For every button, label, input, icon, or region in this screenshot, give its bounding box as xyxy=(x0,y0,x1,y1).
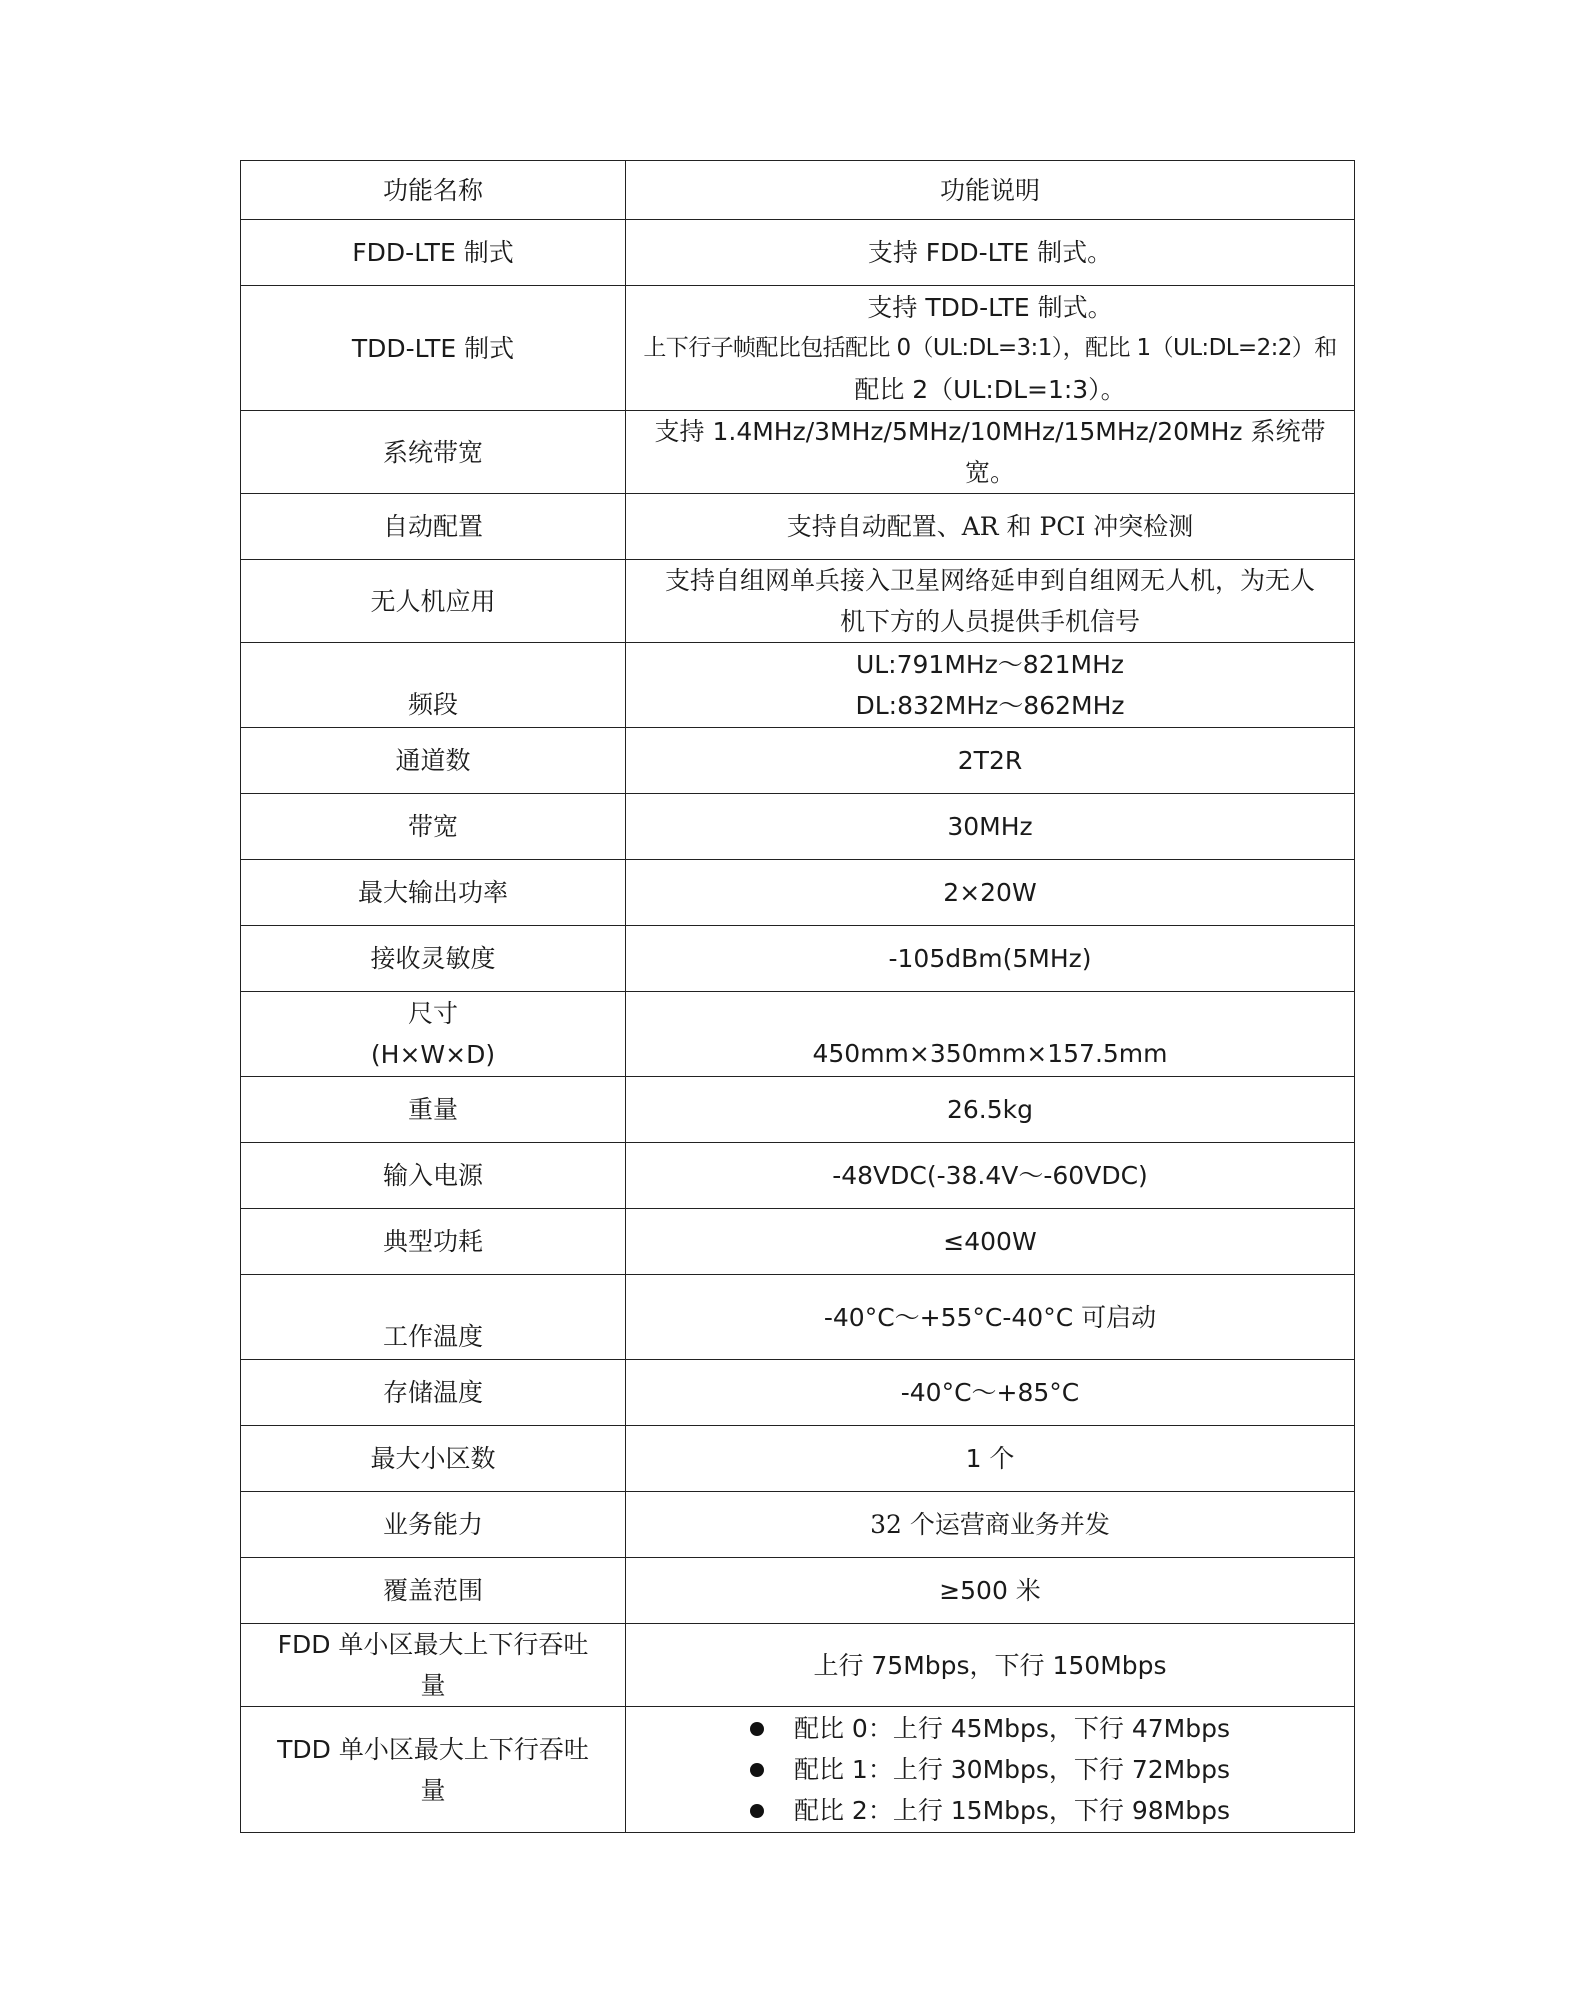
row-name: 频段 xyxy=(241,643,626,728)
table-row xyxy=(241,643,1355,728)
table-row xyxy=(241,220,1355,286)
row-desc xyxy=(626,1143,1355,1209)
bullet-list xyxy=(750,1708,1230,1831)
desc-line: UL:791MHz～821MHz xyxy=(855,650,1125,679)
row-name: 存储温度 xyxy=(241,1360,626,1426)
desc-line: 配比 2（UL:DL=1:3）。 xyxy=(854,374,1126,404)
row-name xyxy=(241,992,626,1077)
row-name: 通道数 xyxy=(241,728,626,794)
row-desc xyxy=(626,286,1355,411)
desc-line: -48VDC(-38.4V～-60VDC) xyxy=(832,1161,1148,1190)
bullet-text: 配比 1：上行 30Mbps，下行 72Mbps xyxy=(793,1755,1231,1784)
desc-line: 支持 TDD-LTE 制式。 xyxy=(867,292,1113,322)
table-row xyxy=(241,728,1355,794)
row-name: 无人机应用 xyxy=(241,560,626,643)
name-line: FDD 单小区最大上下行吞吐 xyxy=(277,1630,589,1659)
desc-line: 450mm×350mm×157.5mm xyxy=(812,1039,1168,1068)
row-desc xyxy=(626,1558,1355,1624)
table-row xyxy=(241,992,1355,1077)
desc-line: -40°C～+55°C-40°C 可启动 xyxy=(823,1302,1157,1332)
bullet-icon xyxy=(750,1804,764,1818)
row-desc xyxy=(626,926,1355,992)
table-row xyxy=(241,794,1355,860)
row-name: 带宽 xyxy=(241,794,626,860)
name-line: (H×W×D) xyxy=(370,1040,496,1069)
table-row xyxy=(241,1077,1355,1143)
name-line: TDD 单小区最大上下行吞吐 xyxy=(277,1734,589,1764)
desc-line: ≤400W xyxy=(943,1227,1037,1256)
row-name: 自动配置 xyxy=(241,494,626,560)
row-desc xyxy=(626,560,1355,643)
row-desc xyxy=(626,1360,1355,1426)
name-line: 尺寸 xyxy=(407,999,458,1028)
row-name xyxy=(241,1707,626,1833)
row-name: 典型功耗 xyxy=(241,1209,626,1275)
desc-line: 26.5kg xyxy=(946,1095,1033,1124)
table-row xyxy=(241,1426,1355,1492)
row-name: FDD-LTE 制式 xyxy=(241,220,626,286)
desc-line: 支持自动配置、AR 和 PCI 冲突检测 xyxy=(786,512,1194,541)
spec-table xyxy=(240,160,1355,1833)
row-name: 业务能力 xyxy=(241,1492,626,1558)
row-name: 重量 xyxy=(241,1077,626,1143)
desc-line: 1 个 xyxy=(965,1444,1015,1473)
row-name: 最大输出功率 xyxy=(241,860,626,926)
bullet-text: 配比 0：上行 45Mbps，下行 47Mbps xyxy=(793,1714,1231,1743)
row-desc xyxy=(626,220,1355,286)
row-desc xyxy=(626,1624,1355,1707)
row-desc xyxy=(626,1275,1355,1360)
desc-line: 32 个运营商业务并发 xyxy=(870,1510,1110,1539)
table-row xyxy=(241,1624,1355,1707)
desc-line: -105dBm(5MHz) xyxy=(888,944,1092,973)
row-name: 工作温度 xyxy=(241,1275,626,1360)
table-header-row xyxy=(241,161,1355,220)
row-desc xyxy=(626,494,1355,560)
row-name: 覆盖范围 xyxy=(241,1558,626,1624)
row-desc xyxy=(626,643,1355,728)
desc-line: 支持 1.4MHz/3MHz/5MHz/10MHz/15MHz/20MHz 系统带 xyxy=(654,417,1326,446)
row-desc xyxy=(626,1707,1355,1833)
row-desc xyxy=(626,1077,1355,1143)
header-name: 功能名称 xyxy=(241,161,626,220)
desc-line: 2×20W xyxy=(943,878,1037,907)
desc-line: DL:832MHz～862MHz xyxy=(855,691,1125,720)
table-row xyxy=(241,926,1355,992)
table-row xyxy=(241,1558,1355,1624)
bullet-text: 配比 2：上行 15Mbps，下行 98Mbps xyxy=(793,1796,1231,1825)
table-row xyxy=(241,1275,1355,1360)
desc-line: 机下方的人员提供手机信号 xyxy=(839,607,1140,636)
row-desc xyxy=(626,860,1355,926)
table-row xyxy=(241,860,1355,926)
desc-line: ≥500 米 xyxy=(939,1576,1041,1605)
row-desc xyxy=(626,1492,1355,1558)
row-name: 最大小区数 xyxy=(241,1426,626,1492)
header-desc: 功能说明 xyxy=(626,161,1355,220)
bullet-icon xyxy=(750,1763,764,1777)
row-desc xyxy=(626,411,1355,494)
row-name: TDD-LTE 制式 xyxy=(241,286,626,411)
desc-line: 30MHz xyxy=(947,812,1033,841)
list-item xyxy=(750,1708,1230,1749)
desc-line: 上下行子帧配比包括配比 0（UL:DL=3:1），配比 1（UL:DL=2:2）和 xyxy=(643,334,1337,361)
table-row xyxy=(241,411,1355,494)
bullet-icon xyxy=(750,1722,764,1736)
desc-line: 宽。 xyxy=(964,458,1015,487)
row-desc xyxy=(626,728,1355,794)
table-row xyxy=(241,286,1355,411)
desc-line: 2T2R xyxy=(957,746,1023,775)
table-row xyxy=(241,1209,1355,1275)
desc-line: 支持 FDD-LTE 制式。 xyxy=(867,238,1113,267)
row-name: 系统带宽 xyxy=(241,411,626,494)
row-desc xyxy=(626,1426,1355,1492)
table-row xyxy=(241,1707,1355,1833)
list-item xyxy=(750,1790,1230,1831)
list-item xyxy=(750,1749,1230,1790)
row-desc xyxy=(626,1209,1355,1275)
table-row xyxy=(241,1143,1355,1209)
row-name xyxy=(241,1624,626,1707)
row-desc xyxy=(626,992,1355,1077)
desc-line: 支持自组网单兵接入卫星网络延申到自组网无人机，为无人 xyxy=(664,566,1315,595)
name-line: 量 xyxy=(420,1775,446,1805)
name-line: 量 xyxy=(420,1671,446,1700)
row-name: 输入电源 xyxy=(241,1143,626,1209)
table-row xyxy=(241,494,1355,560)
desc-line: 上行 75Mbps，下行 150Mbps xyxy=(813,1650,1167,1680)
table-row xyxy=(241,560,1355,643)
desc-line: -40°C～+85°C xyxy=(900,1378,1080,1407)
row-desc xyxy=(626,794,1355,860)
table-row xyxy=(241,1360,1355,1426)
table-row xyxy=(241,1492,1355,1558)
row-name: 接收灵敏度 xyxy=(241,926,626,992)
